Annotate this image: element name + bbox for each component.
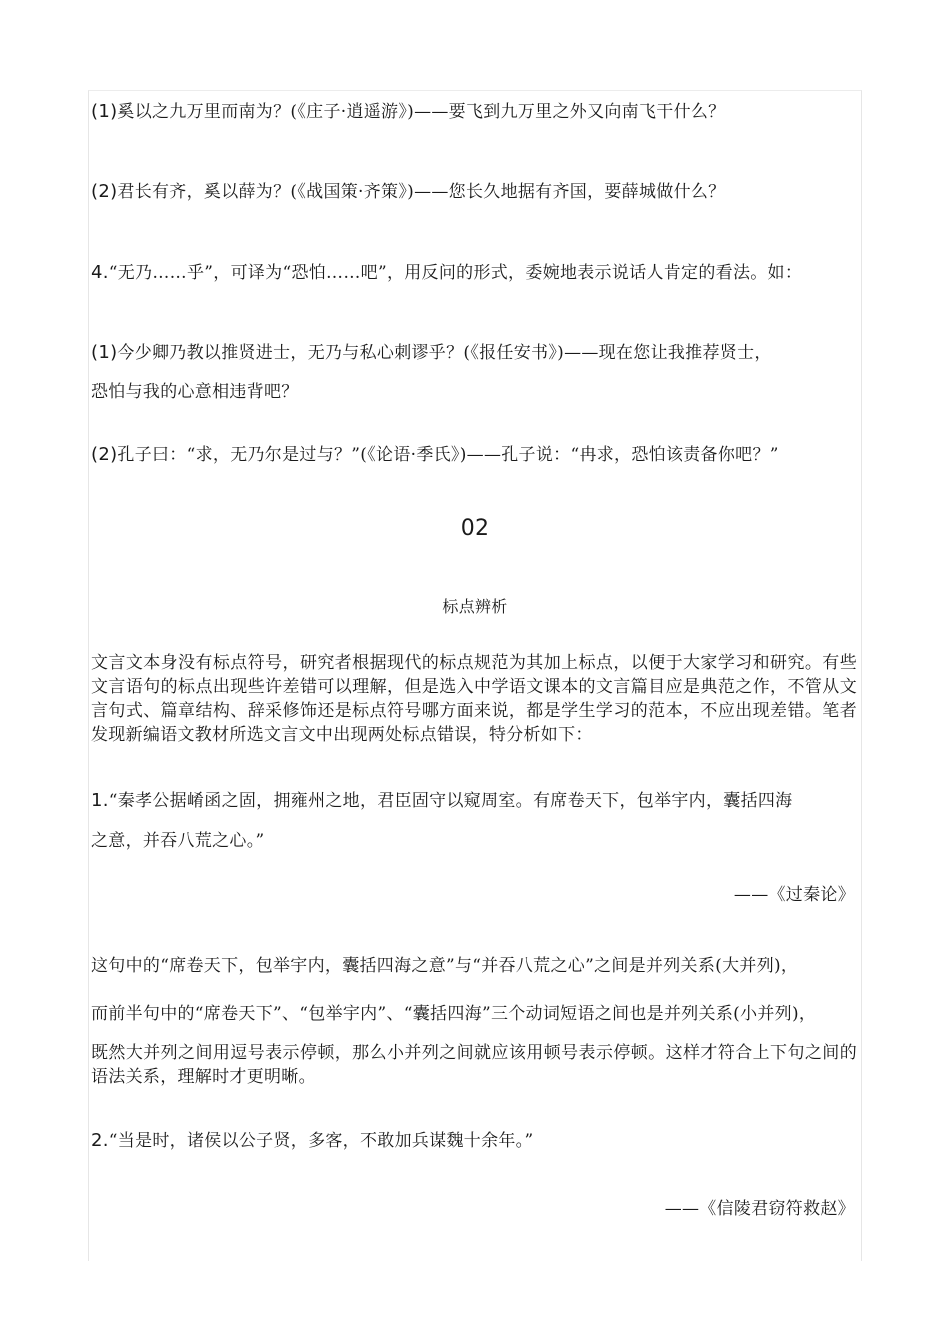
item-2: (2)君长有齐，奚以薛为？(《战国策·齐策》)——您长久地据有齐国，要薛城做什么？: [91, 181, 726, 202]
analysis-paragraph: 既然大并列之间用逗号表示停顿，那么小并列之间就应该用顿号表示停顿。这样才符合上下句之间的语法关系，理解时才更明晰。: [91, 1043, 857, 1087]
item-4: (1)今少卿乃教以推贤进士，无乃与私心刺谬乎？(《报任安书》)——现在您让我推荐贤士，: [91, 342, 772, 363]
item-4-cont: 恐怕与我的心意相违背吧？: [91, 382, 299, 402]
example-1-source: ——《过秦论》: [733, 885, 855, 905]
item-5: (2)孔子曰：“求，无乃尔是过与？”(《论语·季氏》)——孔子说：“冉求，恐怕该责备你吧？”: [91, 444, 779, 465]
analysis-line-1: 这句中的“席卷天下，包举宇内，囊括四海之意”与“并吞八荒之心”之间是并列关系(大并列)，: [91, 956, 799, 976]
section-title: 标点辨析: [442, 597, 508, 616]
example-2-source: ——《信陵君窃符救赵》: [664, 1199, 855, 1219]
item-3: 4.“无乃……乎”，可译为“恐怕……吧”，用反问的形式，委婉地表示说话人肯定的看法。如：: [91, 262, 803, 283]
example-1: 1.“秦孝公据崤函之固，拥雍州之地，君臣固守以窥周室。有席卷天下，包举宇内，囊括四海: [91, 790, 793, 811]
analysis-line-2: 而前半句中的“席卷天下”、“包举宇内”、“囊括四海”三个动词短语之间也是并列关系(小并列)，: [91, 1004, 817, 1024]
intro-paragraph: 文言文本身没有标点符号，研究者根据现代的标点规范为其加上标点，以便于大家学习和研究。有些文言语句的标点出现些许差错可以理解，但是选入中学语文课本的文言篇目应是典范之作，不管从文言句式、篇章结构、辞采修饰还是标点符号哪方面来说，都是学生学习的范本，不应出现差错。笔者发现新编语文教材所选文言文中出现两处标点错误，特分析如下：: [91, 653, 857, 745]
example-1-cont: 之意，并吞八荒之心。”: [91, 831, 265, 851]
example-2: 2.“当是时，诸侯以公子贤，多客，不敢加兵谋魏十余年。”: [91, 1130, 534, 1151]
item-1: (1)奚以之九万里而南为？(《庄子·逍遥游》)——要飞到九万里之外又向南飞干什么？: [91, 101, 726, 122]
section-number: 02: [460, 516, 490, 541]
